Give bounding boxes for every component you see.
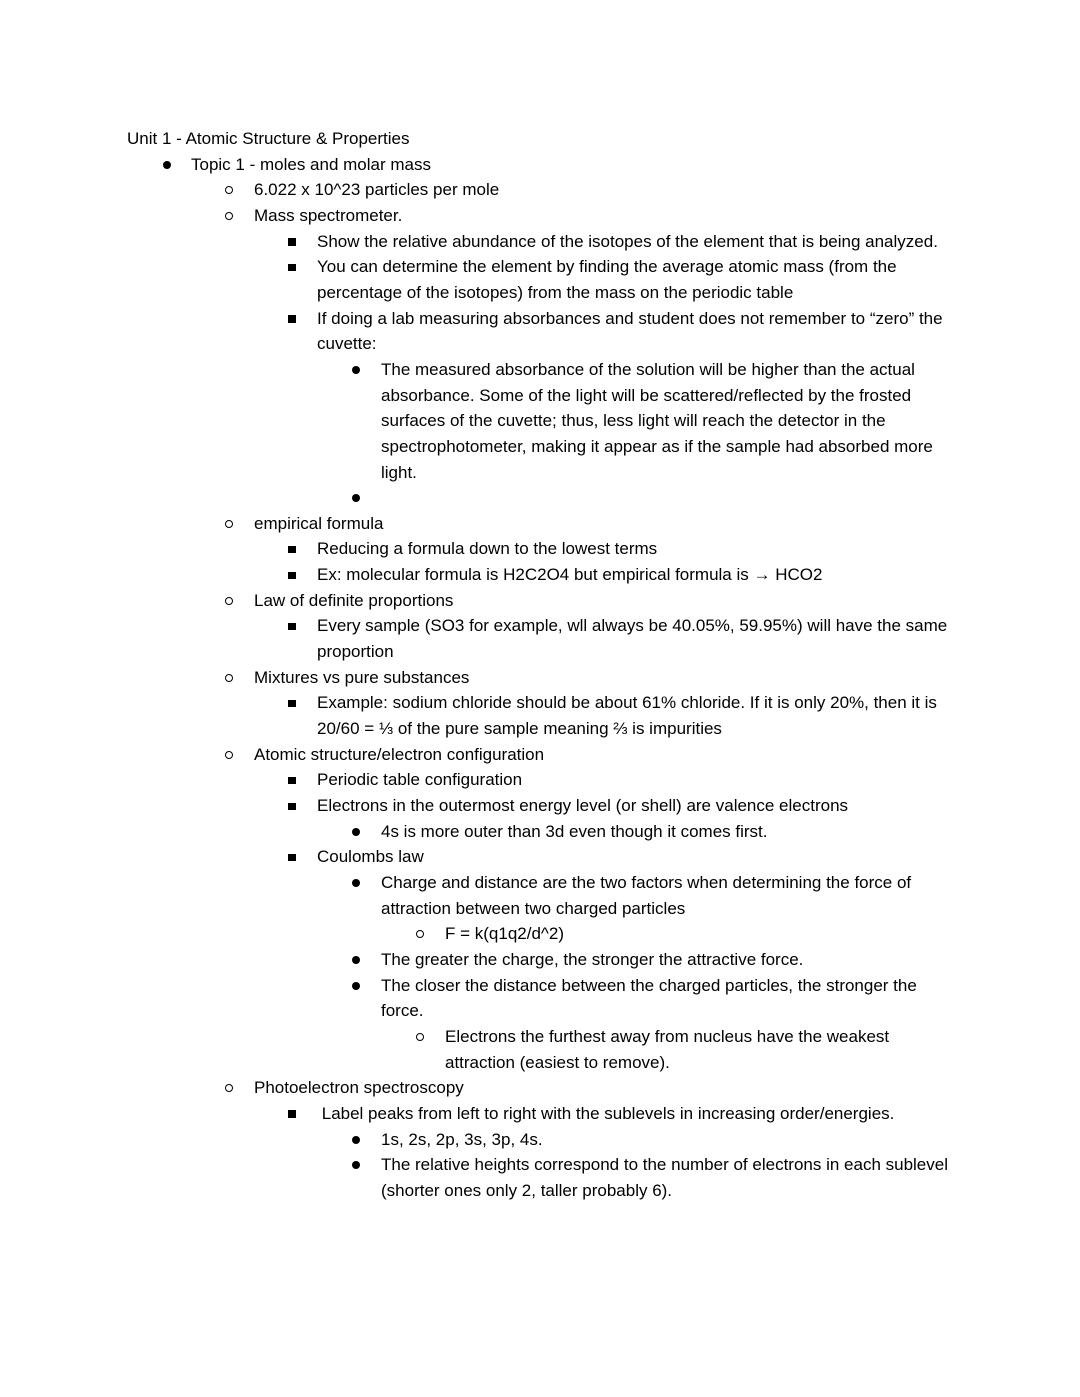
- list-item-text: Electrons in the outermost energy level (or shell) are valence electrons: [317, 796, 849, 816]
- list-item-text: The greater the charge, the stronger the attractive force.: [381, 949, 804, 969]
- list-item-text: Periodic table configuration: [317, 770, 523, 790]
- bullet-circle-icon: [225, 751, 233, 759]
- bullet-square-icon: [288, 854, 296, 862]
- list-item-text: Electrons the furthest away from nucleus have the weakest attraction (easiest to remove).: [445, 1026, 894, 1072]
- list-item: [127, 357, 954, 485]
- list-item-text: Unit 1 - Atomic Structure & Properties: [127, 129, 410, 148]
- bullet-circle-icon: [225, 212, 233, 220]
- list-item-text: Show the relative abundance of the isotopes of the element that is being analyzed.: [317, 231, 938, 251]
- list-item: [127, 690, 954, 741]
- list-item: [127, 844, 954, 870]
- list-item-text: The relative heights correspond to the number of electrons in each sublevel (shorter ones only 2, taller probably 6).: [381, 1155, 953, 1200]
- bullet-square-icon: [288, 1110, 296, 1118]
- list-item-text: The measured absorbance of the solution will be higher than the actual absorbance. Some of the light will be scattered/reflected by the frosted surfaces of the cuvette; thus, less light will reach the detector in the spectrophotometer, making it appear as if the sample had absorbed more light.: [381, 359, 938, 482]
- list-item: [127, 1024, 954, 1075]
- bullet-disc-icon: [352, 982, 360, 990]
- bullet-disc-icon: [352, 1136, 360, 1144]
- list-item-text: Reducing a formula down to the lowest terms: [317, 539, 658, 559]
- bullet-circle-icon: [225, 597, 233, 605]
- list-item: [127, 511, 954, 537]
- list-item: [127, 870, 954, 921]
- bullet-circle-icon: [416, 930, 424, 938]
- list-item: [127, 126, 954, 152]
- list-item-text: The closer the distance between the charged particles, the stronger the force.: [381, 975, 922, 1021]
- list-item: [127, 177, 954, 203]
- list-item-text: Example: sodium chloride should be about 61% chloride. If it is only 20%, then it is 20/60 = ⅓ of the pure sample meaning ⅔ is impurities: [317, 693, 942, 739]
- list-item-text: empirical formula: [254, 513, 384, 533]
- bullet-disc-icon: [352, 879, 360, 887]
- bullet-circle-icon: [225, 674, 233, 682]
- list-item: [127, 767, 954, 793]
- bullet-disc-icon: [352, 1161, 360, 1169]
- list-item-text: 4s is more outer than 3d even though it comes first.: [381, 821, 768, 841]
- list-item: [127, 588, 954, 614]
- list-item-text: Every sample (SO3 for example, wll always be 40.05%, 59.95%) will have the same proportion: [317, 616, 952, 662]
- bullet-disc-icon: [352, 494, 360, 502]
- list-item: [127, 229, 954, 255]
- bullet-square-icon: [288, 700, 296, 708]
- list-item: [127, 485, 954, 511]
- list-item: [127, 921, 954, 947]
- list-item-text: Label peaks from left to right with the sublevels in increasing order/energies.: [317, 1103, 895, 1123]
- list-item: [127, 562, 954, 588]
- bullet-square-icon: [288, 777, 296, 785]
- bullet-square-icon: [288, 546, 296, 554]
- list-item-text: Photoelectron spectroscopy: [254, 1078, 464, 1098]
- bullet-circle-icon: [225, 520, 233, 528]
- list-item: [127, 254, 954, 305]
- list-item-text: Coulombs law: [317, 847, 424, 867]
- list-item: [127, 742, 954, 768]
- list-item-text: Charge and distance are the two factors when determining the force of attraction between two charged particles: [381, 873, 916, 918]
- list-item: [127, 947, 954, 973]
- list-item-text: If doing a lab measuring absorbances and student does not remember to “zero” the cuvette:: [317, 308, 948, 354]
- bullet-disc-icon: [352, 366, 360, 374]
- list-item: [127, 793, 954, 819]
- bullet-square-icon: [288, 315, 296, 323]
- list-item: [127, 306, 954, 357]
- bullet-circle-icon: [225, 186, 233, 194]
- list-item-text: 1s, 2s, 2p, 3s, 3p, 4s.: [381, 1129, 543, 1149]
- list-item-text: Law of definite proportions: [254, 590, 454, 610]
- list-item: [127, 613, 954, 664]
- bullet-square-icon: [288, 264, 296, 272]
- bullet-square-icon: [288, 238, 296, 246]
- list-item: [127, 536, 954, 562]
- bullet-disc-icon: [163, 161, 171, 169]
- bullet-square-icon: [288, 572, 296, 580]
- list-item: [127, 973, 954, 1024]
- list-item-text: You can determine the element by finding the average atomic mass (from the percentage of the isotopes) from the mass on the periodic table: [317, 257, 902, 302]
- list-item-text: Mass spectrometer.: [254, 205, 403, 225]
- bullet-disc-icon: [352, 828, 360, 836]
- list-item-text: 6.022 x 10^23 particles per mole: [254, 180, 500, 200]
- list-item: [127, 1075, 954, 1101]
- bullet-disc-icon: [352, 956, 360, 964]
- list-item-text: F = k(q1q2/d^2): [445, 924, 565, 944]
- list-item: [127, 665, 954, 691]
- list-item: [127, 819, 954, 845]
- list-item: [127, 1101, 954, 1127]
- outline-list: [127, 126, 954, 1204]
- bullet-circle-icon: [416, 1033, 424, 1041]
- list-item: [127, 1152, 954, 1203]
- list-item-text: Ex: molecular formula is H2C2O4 but empirical formula is → HCO2: [317, 565, 823, 585]
- bullet-square-icon: [288, 623, 296, 631]
- list-item-text: Topic 1 - moles and molar mass: [191, 154, 431, 174]
- list-item: [127, 203, 954, 229]
- list-item-text: Atomic structure/electron configuration: [254, 744, 545, 764]
- list-item: [127, 152, 954, 178]
- list-item: [127, 1127, 954, 1153]
- list-item-text: Mixtures vs pure substances: [254, 667, 470, 687]
- bullet-circle-icon: [225, 1084, 233, 1092]
- bullet-square-icon: [288, 803, 296, 811]
